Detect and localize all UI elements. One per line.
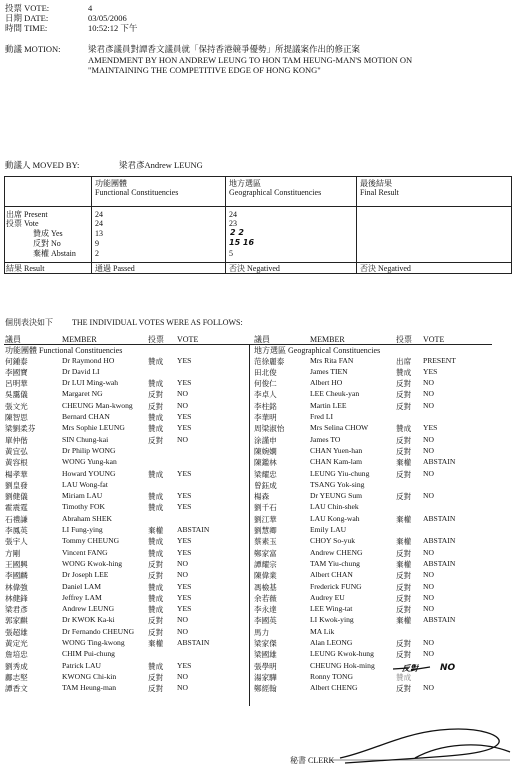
member-name-cn: 張學明 [254, 661, 277, 671]
vote-cn: 贊成 [396, 672, 412, 682]
moved-by-label: 動議人 MOVED BY: [5, 160, 80, 170]
member-name-en: James TIEN [310, 366, 348, 376]
vote-en: NO [423, 434, 434, 444]
member-name-cn: 蔡素玉 [254, 537, 277, 547]
summary-row-yes: 贊成 Yes [33, 229, 63, 238]
member-name-cn: 田北俊 [254, 367, 277, 377]
member-name-cn: 林健鋒 [5, 593, 28, 603]
summary-fc-abstain: 2 [95, 249, 99, 258]
vote-en: ABSTAIN [423, 513, 456, 523]
member-name-cn: 李國寶 [5, 367, 28, 377]
member-name-en: Daniel LAM [62, 581, 102, 591]
vote-cn: 贊成 [148, 503, 164, 513]
vote-en: NO [423, 581, 434, 591]
member-name-cn: 黃宜弘 [5, 446, 28, 456]
member-name-en: Dr David LI [62, 366, 100, 376]
vote-cn: 反對 [148, 571, 164, 581]
vote-cn: 贊成 [148, 593, 164, 603]
vote-en: NO [177, 570, 188, 580]
summary-col-divider-3 [356, 176, 357, 273]
member-name-en: Miriam LAU [62, 491, 103, 501]
member-name-cn: 陳偉業 [254, 571, 277, 581]
vote-number: 4 [88, 3, 93, 13]
vote-en: YES [177, 355, 192, 365]
member-name-cn: 張文光 [5, 401, 28, 411]
member-name-cn: 周梁淑怡 [254, 424, 285, 434]
member-name-cn: 王國興 [5, 559, 28, 569]
vote-en: NO [423, 491, 434, 501]
vote-en: ABSTAIN [423, 558, 456, 568]
member-name-cn: 譚香文 [5, 684, 28, 694]
summary-col-divider-1 [91, 176, 92, 273]
vote-en: YES [177, 660, 192, 670]
summary-fc-vote: 24 [95, 219, 103, 228]
member-name-en: WONG Ting-kwong [62, 638, 125, 647]
vote-en: PRESENT [423, 355, 456, 365]
member-name-en: Dr Raymond HO [62, 355, 115, 365]
member-name-en: CHIM Pui-chung [62, 649, 115, 659]
member-name-en: LEUNG Kwok-hung [310, 649, 374, 659]
vote-cn: 贊成 [148, 661, 164, 671]
vote-en: YES [177, 536, 192, 546]
member-name-cn: 何俊仁 [254, 379, 277, 389]
member-name-en: Dr Joseph LEE [62, 570, 109, 580]
member-name-en: Ronny TONG [310, 671, 353, 681]
member-name-cn: 梁劉柔芬 [5, 424, 36, 434]
vote-cn: 棄權 [396, 559, 412, 569]
member-name-cn: 鄭家富 [254, 548, 277, 558]
summary-fc-yes: 13 [95, 229, 103, 238]
vote-cn: 贊成 [148, 424, 164, 434]
member-name-en: WONG Kwok-hing [62, 558, 123, 568]
member-name-en: Mrs Rita FAN [310, 355, 354, 365]
vote-en: NO [423, 592, 434, 602]
member-name-cn: 陳智思 [5, 413, 28, 422]
member-name-cn: 范徐麗泰 [254, 356, 285, 366]
vote-en: YES [177, 502, 192, 512]
member-name-cn: 余若薇 [254, 593, 277, 603]
summary-row-result: 結果 Result [6, 264, 45, 273]
member-name-en: Dr KWOK Ka-ki [62, 615, 115, 625]
vote-en: ABSTAIN [423, 457, 456, 467]
member-name-en: James TO [310, 434, 341, 444]
summary-gc-vote: 23 [229, 219, 237, 228]
vote-en: NO [177, 615, 188, 625]
member-name-cn: 李卓人 [254, 390, 277, 400]
summary-final-header-en: Final Result [360, 188, 399, 197]
member-name-en: Alan LEONG [310, 638, 353, 647]
right-col-vote-en: VOTE [423, 335, 445, 344]
vote-en: ABSTAIN [423, 615, 456, 625]
left-col-vote-en: VOTE [177, 335, 199, 344]
vote-cn: 贊成 [396, 367, 412, 377]
member-name-cn: 吳靄儀 [5, 390, 28, 400]
summary-fc-result: 通過 Passed [95, 264, 135, 273]
member-name-en: Bernard CHAN [62, 412, 110, 421]
vote-cn: 反對 [396, 390, 412, 400]
vote-cn: 反對 [396, 605, 412, 615]
clerk-signature [330, 722, 516, 768]
summary-gc-present: 24 [229, 210, 237, 219]
vote-cn: 反對 [396, 492, 412, 502]
date-value: 03/05/2006 [88, 13, 127, 23]
right-col-member-en: MEMBER [310, 335, 345, 344]
summary-gc-yes-handwritten: 2 2 [230, 228, 244, 237]
vote-cn: 棄權 [396, 616, 412, 626]
member-name-en: LEE Cheuk-yan [310, 389, 360, 399]
member-name-en: Patrick LAU [62, 660, 102, 670]
vote-en: NO [423, 400, 434, 410]
member-name-cn: 楊森 [254, 492, 270, 502]
vote-en: YES [177, 547, 192, 557]
member-name-en: Mrs Selina CHOW [310, 423, 369, 433]
member-name-cn: 梁君彥 [5, 605, 28, 615]
member-name-cn: 李國英 [254, 616, 277, 626]
right-col-member-cn: 議員 [254, 335, 270, 344]
vote-cn: 贊成 [148, 413, 164, 422]
member-name-en: Dr Philip WONG [62, 445, 116, 455]
member-name-en: WONG Yung-kan [62, 457, 117, 467]
vote-cn: 棄權 [148, 526, 164, 535]
member-name-cn: 楊孝華 [5, 469, 28, 479]
vote-en: YES [177, 468, 192, 478]
vote-cn: 反對 [148, 390, 164, 400]
member-name-cn: 單仲偕 [5, 435, 28, 445]
member-name-en: Margaret NG [62, 389, 103, 399]
member-name-en: Andrew CHENG [310, 547, 363, 557]
member-name-cn: 張宇人 [5, 537, 28, 547]
strike-through-mark [390, 663, 440, 675]
summary-row-present: 出席 Present [6, 210, 48, 219]
vote-en: YES [177, 592, 192, 602]
fc-section-heading: 功能團體 Functional Constituencies [5, 346, 123, 355]
vote-cn: 反對 [148, 559, 164, 569]
member-name-cn: 林偉強 [5, 582, 28, 592]
member-name-en: LAU Wong-fat [62, 479, 108, 489]
vote-cn: 贊成 [148, 537, 164, 547]
handwritten-no-correction: NO [440, 663, 456, 673]
vote-cn: 反對 [396, 593, 412, 603]
summary-final-header-cn: 最後結果 [360, 179, 392, 188]
vote-cn: 棄權 [396, 537, 412, 547]
vote-cn: 棄權 [148, 639, 164, 648]
member-name-en: Mrs Sophie LEUNG [62, 423, 125, 433]
vote-cn: 反對 [148, 672, 164, 682]
member-name-cn: 劉秀成 [5, 661, 28, 671]
vote-en: YES [177, 412, 192, 421]
vote-en: NO [423, 604, 434, 614]
vote-en: NO [177, 683, 188, 693]
vote-cn: 贊成 [148, 356, 164, 366]
member-name-en: SIN Chung-kai [62, 434, 109, 444]
vote-cn: 反對 [396, 435, 412, 445]
time-value: 10:52:12 下午 [88, 23, 138, 33]
member-name-cn: 陳婉嫻 [254, 446, 277, 456]
date-label: 日期 DATE: [5, 13, 49, 23]
vote-cn: 棄權 [396, 458, 412, 468]
member-name-cn: 霍震霆 [5, 503, 28, 513]
vote-en: NO [423, 649, 434, 659]
member-name-en: MA Lik [310, 626, 335, 636]
summary-row-abstain: 棄權 Abstain [33, 249, 76, 258]
member-name-cn: 梁耀忠 [254, 469, 277, 479]
left-col-member-cn: 議員 [5, 335, 21, 344]
vote-cn: 反對 [396, 684, 412, 694]
member-name-en: Audrey EU [310, 592, 345, 602]
member-name-cn: 梁國雄 [254, 650, 277, 660]
motion-line-en-1: AMENDMENT BY HON ANDREW LEUNG TO HON TAM HEUNG-MAN'S MOTION ON [88, 55, 413, 65]
member-name-cn: 曾鈺成 [254, 480, 277, 490]
summary-fc-present: 24 [95, 210, 103, 219]
member-name-cn: 郭家麒 [5, 616, 28, 626]
summary-gc-no-handwritten: 15 16 [229, 238, 255, 247]
vote-en: NO [177, 400, 188, 410]
member-name-en: Abraham SHEK [62, 513, 112, 523]
vote-cn: 反對 [396, 582, 412, 592]
vote-cn: 反對 [396, 548, 412, 558]
member-name-cn: 石禮謙 [5, 514, 28, 524]
member-name-en: Albert HO [310, 378, 343, 388]
vote-en: YES [423, 423, 438, 433]
vote-en: NO [423, 683, 434, 693]
member-name-cn: 黃定光 [5, 639, 28, 648]
vote-cn: 反對 [148, 684, 164, 694]
motion-line-cn: 梁君彥議員對譚香文議員就「保持香港競爭優勢」所提議案作出的修正案 [88, 44, 361, 54]
vote-cn: 反對 [396, 379, 412, 389]
vote-cn: 贊成 [148, 469, 164, 479]
vote-en: YES [177, 581, 192, 591]
individual-title-en: THE INDIVIDUAL VOTES WERE AS FOLLOWS: [72, 318, 243, 327]
member-name-cn: 李柱銘 [254, 401, 277, 411]
member-name-en: CHEUNG Hok-ming [310, 660, 375, 670]
member-name-en: TAM Heung-man [62, 683, 117, 693]
member-name-cn: 黃容根 [5, 458, 28, 468]
right-col-vote-cn: 投票 [396, 335, 412, 344]
vote-en: NO [177, 671, 188, 681]
member-name-cn: 詹培忠 [5, 650, 28, 660]
vote-cn: 反對 [396, 401, 412, 411]
clerk-label: 秘書 CLERK [290, 756, 335, 765]
vote-en: ABSTAIN [423, 536, 456, 546]
left-col-vote-cn: 投票 [148, 335, 164, 344]
member-name-en: LEUNG Yiu-chung [310, 468, 370, 478]
member-name-en: LAU Kong-wah [310, 513, 360, 523]
vote-cn: 反對 [396, 650, 412, 660]
summary-gc-header-en: Geographical Constituencies [229, 188, 322, 197]
summary-gc-result: 否決 Negatived [229, 264, 280, 273]
member-name-en: Andrew LEUNG [62, 604, 115, 614]
vote-en: NO [177, 434, 188, 444]
member-name-cn: 劉江華 [254, 514, 277, 524]
vote-en: ABSTAIN [177, 525, 210, 534]
member-name-en: CHOY So-yuk [310, 536, 356, 546]
moved-by-value: 梁君彥Andrew LEUNG [119, 160, 203, 170]
vote-en: YES [177, 491, 192, 501]
left-col-member-en: MEMBER [62, 335, 97, 344]
member-name-en: CHAN Yuen-han [310, 445, 363, 455]
member-name-en: CHAN Kam-lam [310, 457, 363, 467]
member-name-en: Vincent FANG [62, 547, 108, 557]
vote-en: NO [423, 547, 434, 557]
member-name-cn: 涂謹申 [254, 435, 277, 445]
member-name-cn: 李國麟 [5, 571, 28, 581]
time-label: 時間 TIME: [5, 23, 48, 33]
member-name-en: TAM Yiu-chung [310, 558, 360, 568]
motion-label: 動議 MOTION: [5, 44, 61, 54]
member-name-cn: 鄺志堅 [5, 672, 28, 682]
motion-line-en-2: "MAINTAINING THE COMPETITIVE EDGE OF HONG KONG" [88, 65, 321, 75]
member-name-en: Dr LUI Ming-wah [62, 378, 119, 388]
gc-section-heading: 地方選區 Geographical Constituencies [254, 346, 381, 355]
summary-gc-header-cn: 地方選區 [229, 179, 261, 188]
vote-cn: 反對 [396, 639, 412, 648]
member-name-en: Emily LAU [310, 525, 347, 534]
summary-fc-header-en: Functional Constituencies [95, 188, 179, 197]
member-name-en: Howard YOUNG [62, 468, 116, 478]
vote-cn: 反對 [148, 627, 164, 637]
member-name-cn: 劉皇發 [5, 480, 28, 490]
vote-cn: 贊成 [148, 548, 164, 558]
member-name-cn: 陳鑑林 [254, 458, 277, 468]
summary-row-no: 反對 No [33, 239, 61, 248]
member-name-cn: 李鳳英 [5, 526, 28, 535]
member-name-en: Albert CHAN [310, 570, 353, 580]
member-name-cn: 呂明華 [5, 379, 28, 389]
member-name-cn: 方剛 [5, 548, 21, 558]
member-name-cn: 李華明 [254, 413, 277, 422]
member-name-cn: 湯家驊 [254, 672, 277, 682]
member-name-en: CHEUNG Man-kwong [62, 400, 133, 410]
member-name-en: LI Kwok-ying [310, 615, 354, 625]
member-name-cn: 李永達 [254, 605, 277, 615]
member-name-cn: 鄭經翰 [254, 684, 277, 694]
member-name-cn: 劉健儀 [5, 492, 28, 502]
summary-final-result: 否決 Negatived [360, 264, 411, 273]
vote-en: YES [177, 604, 192, 614]
member-name-en: Dr YEUNG Sum [310, 491, 363, 501]
vote-en: NO [423, 378, 434, 388]
vote-cn: 贊成 [396, 424, 412, 434]
vote-en: NO [423, 638, 434, 647]
summary-fc-header-cn: 功能團體 [95, 179, 127, 188]
individual-header-rule [4, 344, 492, 345]
vote-en: ABSTAIN [177, 638, 210, 647]
vote-en: YES [423, 366, 438, 376]
vote-cn: 贊成 [148, 492, 164, 502]
vote-en: NO [177, 558, 188, 568]
vote-cn: 反對 [148, 435, 164, 445]
member-name-cn: 劉千石 [254, 503, 277, 513]
member-name-cn: 張超雄 [5, 627, 28, 637]
member-name-en: Jeffrey LAM [62, 592, 102, 602]
member-name-en: KWONG Chi-kin [62, 671, 117, 681]
individual-title-cn: 個別表決如下 [5, 318, 53, 327]
vote-label: 投票 VOTE: [5, 3, 50, 13]
vote-en: NO [423, 570, 434, 580]
member-name-cn: 馮檢基 [254, 582, 277, 592]
member-name-en: Timothy FOK [62, 502, 105, 512]
vote-en: NO [177, 626, 188, 636]
summary-row-vote: 投票 Vote [6, 219, 39, 228]
vote-en: NO [423, 445, 434, 455]
vote-en: NO [423, 389, 434, 399]
member-name-en: Fred LI [310, 412, 333, 421]
vote-en: NO [177, 389, 188, 399]
member-name-cn: 劉慧卿 [254, 526, 277, 535]
summary-divider-top [4, 206, 511, 207]
vote-cn: 反對 [148, 401, 164, 411]
member-name-en: LAU Chin-shek [310, 502, 359, 512]
member-name-en: Martin LEE [310, 400, 347, 410]
vote-en: YES [177, 423, 192, 433]
summary-gc-abstain: 5 [229, 249, 233, 258]
member-name-en: LI Fung-ying [62, 525, 103, 534]
member-name-cn: 梁家傑 [254, 639, 277, 648]
member-name-en: LEE Wing-tat [310, 604, 353, 614]
summary-divider-bottom [4, 262, 511, 263]
vote-cn: 反對 [148, 616, 164, 626]
summary-col-divider-2 [225, 176, 226, 273]
member-name-en: Albert CHENG [310, 683, 358, 693]
vote-cn: 贊成 [148, 582, 164, 592]
vote-cn: 棄權 [396, 514, 412, 524]
member-name-cn: 譚耀宗 [254, 559, 277, 569]
member-name-cn: 馬力 [254, 627, 270, 637]
member-name-cn: 何鍾泰 [5, 356, 28, 366]
vote-cn: 反對 [396, 469, 412, 479]
member-name-en: TSANG Yok-sing [310, 479, 365, 489]
vote-en: NO [423, 468, 434, 478]
handwritten-vote-correction: 反對 [402, 664, 418, 673]
individual-center-divider [249, 344, 250, 706]
summary-fc-no: 9 [95, 239, 99, 248]
vote-cn: 出席 [396, 356, 412, 366]
member-name-en: Frederick FUNG [310, 581, 362, 591]
vote-cn: 贊成 [148, 605, 164, 615]
vote-en: YES [177, 378, 192, 388]
vote-cn: 反對 [396, 446, 412, 456]
member-name-en: Tommy CHEUNG [62, 536, 120, 546]
vote-cn: 贊成 [148, 379, 164, 389]
vote-cn: 反對 [396, 571, 412, 581]
member-name-en: Dr Fernando CHEUNG [62, 626, 135, 636]
